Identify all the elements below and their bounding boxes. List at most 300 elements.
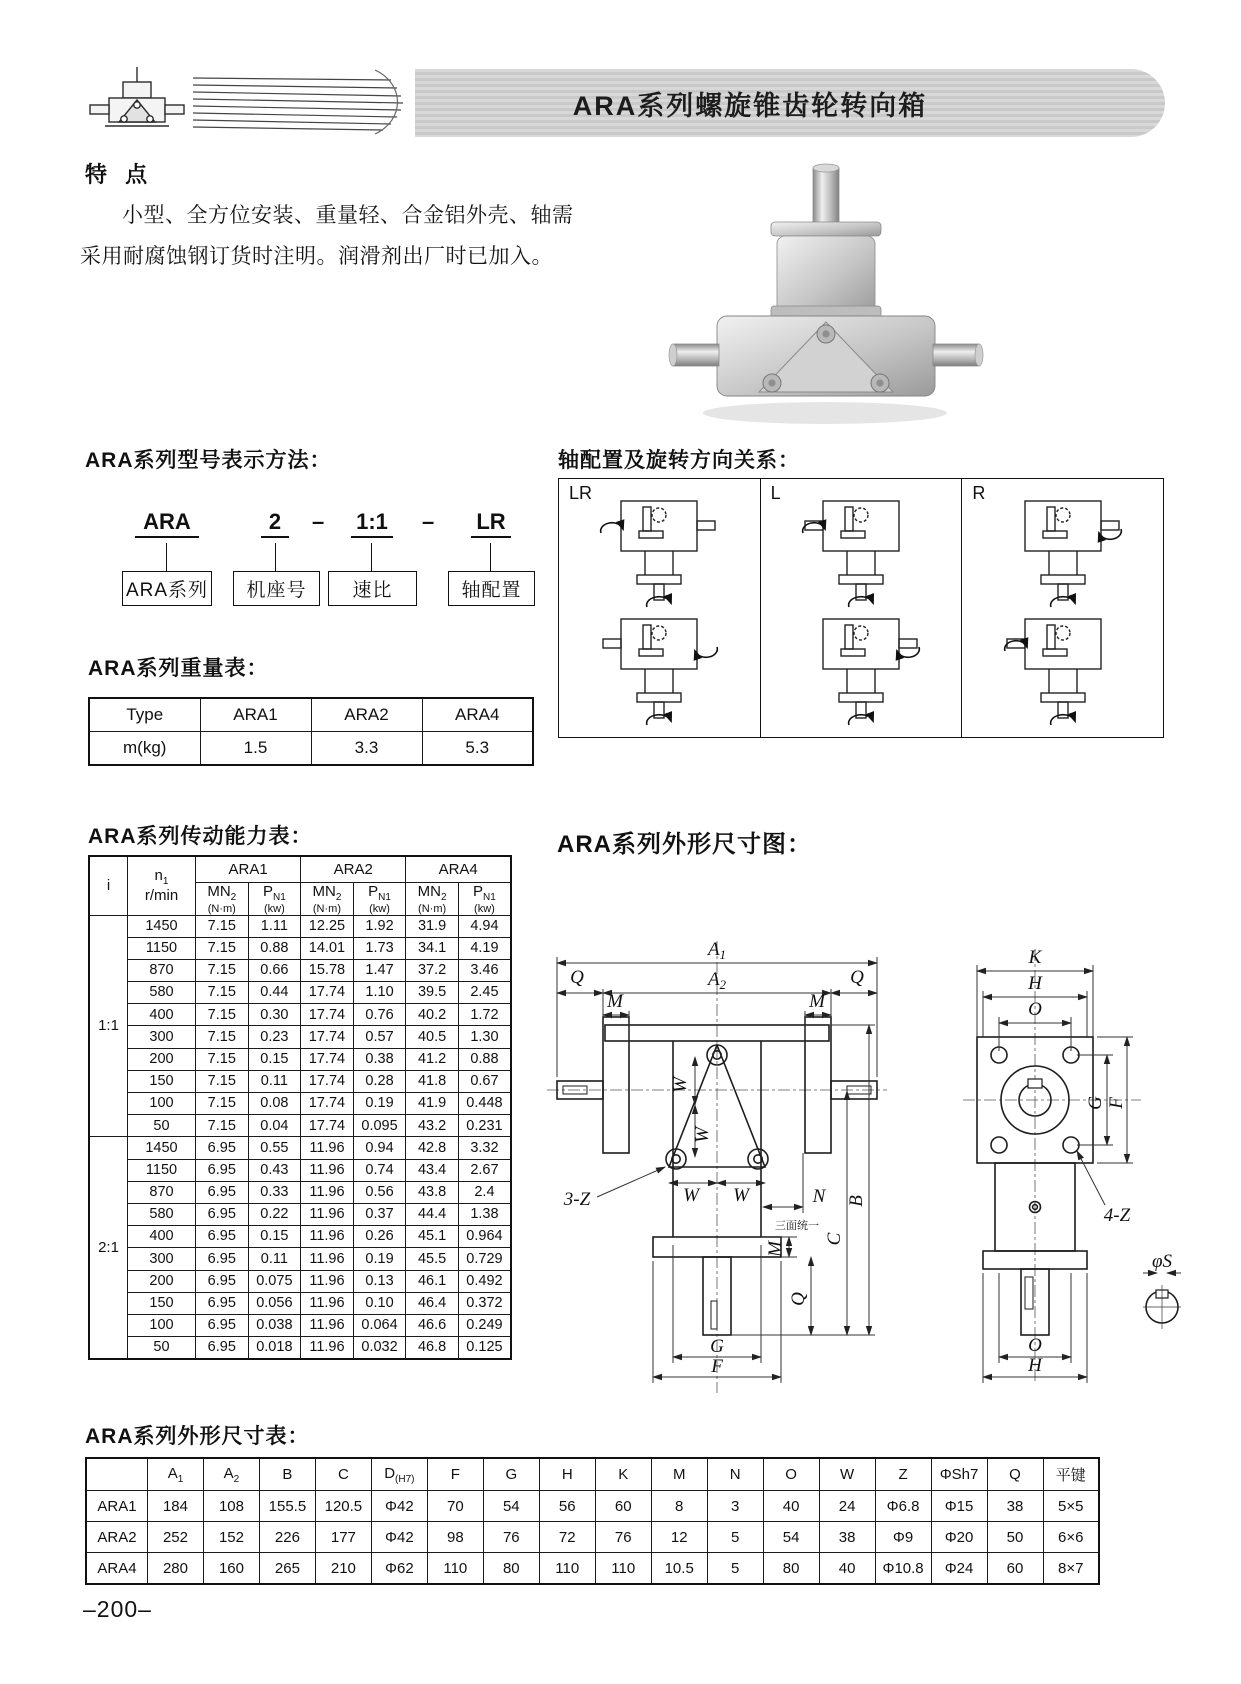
capacity-cell: 0.372 [458, 1292, 511, 1314]
dimension-cell: 108 [203, 1491, 259, 1522]
dimension-cell: 8 [651, 1491, 707, 1522]
capacity-cell: 6.95 [196, 1181, 249, 1203]
dimension-header-cell: $A_2$ [203, 1458, 259, 1491]
model-label-shaft: 轴配置 [448, 571, 535, 606]
dim-label-3z: 3-Z [563, 1189, 591, 1210]
capacity-cell: 0.66 [248, 959, 301, 981]
dimension-header-cell: Z [875, 1458, 931, 1491]
capacity-cell: 100 [128, 1093, 196, 1115]
capacity-cell: 0.22 [248, 1203, 301, 1225]
capacity-cell: 11.96 [301, 1203, 354, 1225]
dimension-cell: 54 [763, 1522, 819, 1553]
dimension-cell: 5×5 [1043, 1491, 1099, 1522]
capacity-cell: 0.23 [248, 1026, 301, 1048]
dimension-cell: 252 [148, 1522, 204, 1553]
shaft-config-cell-l [761, 479, 963, 737]
group-header-ara4: ARA4 [406, 856, 511, 883]
capacity-row [89, 1292, 511, 1314]
capacity-cell: 1.38 [458, 1203, 511, 1225]
capacity-cell: 17.74 [301, 1004, 354, 1026]
dimension-cell: 155.5 [259, 1491, 315, 1522]
dim-label-phis: φS [1151, 1251, 1173, 1272]
capacity-cell: 17.74 [301, 1093, 354, 1115]
dimension-cell: 177 [315, 1522, 371, 1553]
capacity-cell: 7.15 [196, 1004, 249, 1026]
capacity-cell: 31.9 [406, 915, 459, 937]
dimension-header-cell: O [763, 1458, 819, 1491]
weight-cell: ARA4 [422, 698, 533, 732]
capacity-cell: 11.96 [301, 1181, 354, 1203]
dimension-cell: 38 [819, 1522, 875, 1553]
banner-logo [75, 64, 415, 142]
dimension-cell: 12 [651, 1522, 707, 1553]
gearbox-diagram [594, 493, 724, 611]
dimension-header-cell: Q [987, 1458, 1043, 1491]
capacity-cell: 17.74 [301, 1048, 354, 1070]
dimension-header-cell: H [539, 1458, 595, 1491]
dimension-header-cell: N [707, 1458, 763, 1491]
dimension-header-cell [86, 1458, 148, 1491]
capacity-cell: 7.15 [196, 982, 249, 1004]
dimension-cell: ARA1 [86, 1491, 148, 1522]
dim-label-q: Q [570, 967, 584, 988]
capacity-row [89, 1226, 511, 1248]
capacity-cell: 11.96 [301, 1248, 354, 1270]
capacity-cell: 7.15 [196, 1093, 249, 1115]
dimension-cell: 50 [987, 1522, 1043, 1553]
dimension-cell: 210 [315, 1553, 371, 1585]
capacity-cell: 12.25 [301, 915, 354, 937]
capacity-cell: 14.01 [301, 937, 354, 959]
dimension-cell: Φ15 [931, 1491, 987, 1522]
page-banner [75, 64, 1165, 142]
capacity-row [89, 1070, 511, 1092]
group-header-ara2: ARA2 [301, 856, 406, 883]
capacity-cell: 0.075 [248, 1270, 301, 1292]
capacity-cell: 17.74 [301, 1115, 354, 1137]
model-code-ratio: 1:1 [351, 509, 393, 538]
capacity-cell: 40.5 [406, 1026, 459, 1048]
dimension-table [85, 1457, 1100, 1585]
capacity-cell: 1.30 [458, 1026, 511, 1048]
weight-table-heading: ARA系列重量表： [88, 657, 269, 680]
capacity-cell: 7.15 [196, 1048, 249, 1070]
capacity-cell: 7.15 [196, 937, 249, 959]
dimension-cell: 280 [148, 1553, 204, 1585]
dim-label-m: M [809, 991, 825, 1012]
dim-label-a1: $A_1$ [707, 939, 727, 962]
dimension-cell: 54 [483, 1491, 539, 1522]
capacity-cell: 46.4 [406, 1292, 459, 1314]
gearbox-diagram [796, 611, 926, 729]
dimension-cell: 70 [427, 1491, 483, 1522]
dimension-header-cell: 平键 [1043, 1458, 1099, 1491]
capacity-cell: 0.43 [248, 1159, 301, 1181]
dimension-cell: Φ9 [875, 1522, 931, 1553]
col-header-i: i [89, 856, 128, 915]
weight-row [89, 698, 533, 732]
capacity-cell: 200 [128, 1048, 196, 1070]
features-body: 小型、全方位安装、重量轻、合金铝外壳、轴需采用耐腐蚀钢订货时注明。润滑剂出厂时已加入。 [80, 204, 574, 268]
dim-label-f: F [711, 1356, 723, 1377]
variant-label: R [972, 483, 986, 503]
dim-label-w: W [692, 1127, 713, 1143]
capacity-row [89, 959, 511, 981]
variant-label: L [770, 483, 781, 503]
weight-cell: 1.5 [200, 732, 311, 766]
capacity-cell: 0.26 [353, 1226, 406, 1248]
dimension-cell: 184 [148, 1491, 204, 1522]
gearbox-diagram [796, 493, 926, 611]
dim-label-a2: $A_2$ [707, 969, 727, 992]
dimension-row [86, 1491, 1099, 1522]
gearbox-diagram [998, 611, 1128, 729]
capacity-cell: 150 [128, 1292, 196, 1314]
capacity-cell: 0.37 [353, 1203, 406, 1225]
capacity-cell: 0.038 [248, 1314, 301, 1336]
capacity-cell: 37.2 [406, 959, 459, 981]
dimension-row [86, 1522, 1099, 1553]
capacity-cell: 1.73 [353, 937, 406, 959]
capacity-cell: 46.8 [406, 1337, 459, 1360]
drawing-heading: ARA系列外形尺寸图： [557, 831, 812, 858]
dimension-header-cell: $D_{(H7)}$ [371, 1458, 427, 1491]
dimension-cell: 160 [203, 1553, 259, 1585]
dimension-header-cell: B [259, 1458, 315, 1491]
dimension-cell: 110 [539, 1553, 595, 1585]
dim-label-h: H [1028, 1355, 1042, 1376]
dimension-cell: 72 [539, 1522, 595, 1553]
capacity-cell: 4.19 [458, 937, 511, 959]
weight-table [88, 697, 534, 766]
dim-label-w: W [683, 1185, 699, 1206]
dimension-cell: 40 [763, 1491, 819, 1522]
sub-header-pn1: $P_{N1}$ (kw) [458, 883, 511, 916]
gearbox-diagram [998, 493, 1128, 611]
sub-header-mn2: $MN_2$ (N·m) [196, 883, 249, 916]
capacity-cell: 17.74 [301, 1026, 354, 1048]
capacity-cell: 0.88 [458, 1048, 511, 1070]
model-designation-diagram [75, 495, 555, 615]
dimension-cell: Φ10.8 [875, 1553, 931, 1585]
capacity-cell: 0.448 [458, 1093, 511, 1115]
dimension-cell: ARA4 [86, 1553, 148, 1585]
dim-label-4z: 4-Z [1103, 1205, 1131, 1226]
product-photo [665, 158, 985, 430]
capacity-cell: 300 [128, 1026, 196, 1048]
capacity-row [89, 1115, 511, 1137]
dimension-header-row [86, 1458, 1099, 1491]
capacity-cell: 0.10 [353, 1292, 406, 1314]
dim-label-g: G [710, 1336, 724, 1357]
capacity-cell: 43.4 [406, 1159, 459, 1181]
dimension-cell: 110 [427, 1553, 483, 1585]
capacity-cell: 580 [128, 982, 196, 1004]
side-view [977, 1037, 1178, 1335]
capacity-cell: 11.96 [301, 1159, 354, 1181]
sub-header-pn1: $P_{N1}$ (kw) [353, 883, 406, 916]
dim-label-c: C [824, 1232, 845, 1246]
capacity-cell: 45.1 [406, 1226, 459, 1248]
ratio-cell: 2:1 [89, 1137, 128, 1359]
capacity-cell: 7.15 [196, 959, 249, 981]
dimension-cell: 110 [595, 1553, 651, 1585]
dimension-cell: 24 [819, 1491, 875, 1522]
dimension-cell: Φ42 [371, 1491, 427, 1522]
capacity-cell: 1.92 [353, 915, 406, 937]
capacity-cell: 1.47 [353, 959, 406, 981]
capacity-cell: 11.96 [301, 1314, 354, 1336]
sub-header-mn2: $MN_2$ (N·m) [406, 883, 459, 916]
capacity-cell: 3.32 [458, 1137, 511, 1159]
capacity-cell: 870 [128, 959, 196, 981]
dim-label-k: K [1028, 947, 1042, 968]
capacity-cell: 1150 [128, 1159, 196, 1181]
capacity-cell: 7.15 [196, 1070, 249, 1092]
capacity-cell: 1.10 [353, 982, 406, 1004]
variant-label: LR [569, 483, 593, 503]
capacity-cell: 11.96 [301, 1226, 354, 1248]
capacity-cell: 42.8 [406, 1137, 459, 1159]
capacity-cell: 0.249 [458, 1314, 511, 1336]
capacity-row [89, 1248, 511, 1270]
weight-cell: 3.3 [311, 732, 422, 766]
capacity-cell: 34.1 [406, 937, 459, 959]
capacity-cell: 0.095 [353, 1115, 406, 1137]
capacity-cell: 0.11 [248, 1070, 301, 1092]
dimension-cell: 76 [595, 1522, 651, 1553]
capacity-cell: 0.88 [248, 937, 301, 959]
dimension-cell: Φ42 [371, 1522, 427, 1553]
capacity-cell: 7.15 [196, 1115, 249, 1137]
capacity-cell: 11.96 [301, 1137, 354, 1159]
capacity-cell: 0.28 [353, 1070, 406, 1092]
model-code-series: ARA [135, 509, 199, 538]
dimension-header-cell: F [427, 1458, 483, 1491]
capacity-cell: 0.04 [248, 1115, 301, 1137]
gearbox-logo-icon [75, 64, 415, 142]
capacity-cell: 0.44 [248, 982, 301, 1004]
dimension-cell: 38 [987, 1491, 1043, 1522]
dim-label-o: O [1028, 999, 1042, 1020]
capacity-cell: 0.15 [248, 1048, 301, 1070]
capacity-cell: 1.11 [248, 915, 301, 937]
capacity-row [89, 1314, 511, 1336]
dimension-cell: 5 [707, 1553, 763, 1585]
capacity-cell: 0.11 [248, 1248, 301, 1270]
capacity-cell: 0.064 [353, 1314, 406, 1336]
capacity-cell: 39.5 [406, 982, 459, 1004]
model-label-frame: 机座号 [233, 571, 320, 606]
capacity-cell: 150 [128, 1070, 196, 1092]
model-designation-heading: ARA系列型号表示方法： [85, 449, 332, 472]
capacity-cell: 45.5 [406, 1248, 459, 1270]
capacity-cell: 6.95 [196, 1159, 249, 1181]
dim-label-g: G [1085, 1096, 1106, 1110]
dimension-cell: 56 [539, 1491, 595, 1522]
dimension-cell: 6×6 [1043, 1522, 1099, 1553]
capacity-cell: 0.018 [248, 1337, 301, 1360]
shaft-config-heading: 轴配置及旋转方向关系： [558, 449, 800, 472]
capacity-cell: 1.72 [458, 1004, 511, 1026]
capacity-cell: 11.96 [301, 1270, 354, 1292]
dimension-header-cell: M [651, 1458, 707, 1491]
dimension-table-heading: ARA系列外形尺寸表： [85, 1425, 310, 1448]
capacity-cell: 40.2 [406, 1004, 459, 1026]
capacity-table-heading: ARA系列传动能力表： [88, 825, 313, 848]
dimension-cell: 120.5 [315, 1491, 371, 1522]
capacity-cell: 1450 [128, 1137, 196, 1159]
capacity-cell: 46.1 [406, 1270, 459, 1292]
drawing-note: 三面统一 [775, 1220, 819, 1232]
capacity-row [89, 1137, 511, 1159]
col-header-n1: $n_1$ r/min [128, 856, 196, 915]
capacity-cell: 50 [128, 1115, 196, 1137]
dim-label-m: M [607, 991, 623, 1012]
dimension-drawing [545, 905, 1195, 1405]
capacity-cell: 0.30 [248, 1004, 301, 1026]
model-code-shaft: LR [471, 509, 511, 538]
dim-label-q: Q [850, 967, 864, 988]
capacity-cell: 0.94 [353, 1137, 406, 1159]
capacity-cell: 2.4 [458, 1181, 511, 1203]
features-heading: 特 点 [85, 162, 154, 187]
capacity-cell: 46.6 [406, 1314, 459, 1336]
group-header-ara1: ARA1 [196, 856, 301, 883]
capacity-cell: 6.95 [196, 1292, 249, 1314]
capacity-cell: 11.96 [301, 1292, 354, 1314]
capacity-cell: 0.19 [353, 1248, 406, 1270]
capacity-cell: 44.4 [406, 1203, 459, 1225]
shaft-config-panel [558, 478, 1164, 738]
dim-label-q: Q [788, 1292, 809, 1306]
capacity-cell: 0.38 [353, 1048, 406, 1070]
capacity-row [89, 1203, 511, 1225]
page-number: –200– [83, 1596, 152, 1622]
capacity-cell: 43.8 [406, 1181, 459, 1203]
capacity-cell: 0.33 [248, 1181, 301, 1203]
capacity-cell: 2.67 [458, 1159, 511, 1181]
dim-label-h: H [1028, 973, 1042, 994]
capacity-row [89, 915, 511, 937]
capacity-cell: 17.74 [301, 982, 354, 1004]
capacity-cell: 0.492 [458, 1270, 511, 1292]
capacity-cell: 41.2 [406, 1048, 459, 1070]
capacity-cell: 4.94 [458, 915, 511, 937]
capacity-cell: 400 [128, 1004, 196, 1026]
capacity-table [88, 855, 512, 1360]
capacity-cell: 6.95 [196, 1226, 249, 1248]
dim-label-w: W [670, 1077, 691, 1093]
capacity-cell: 6.95 [196, 1337, 249, 1360]
weight-row [89, 732, 533, 766]
dimension-row [86, 1553, 1099, 1585]
capacity-cell: 3.46 [458, 959, 511, 981]
dimension-cell: 226 [259, 1522, 315, 1553]
model-label-ratio: 速比 [328, 571, 417, 606]
capacity-row [89, 1048, 511, 1070]
capacity-row [89, 1270, 511, 1292]
capacity-row [89, 1159, 511, 1181]
capacity-cell: 7.15 [196, 1026, 249, 1048]
dimension-header-cell: $A_1$ [148, 1458, 204, 1491]
dimension-cell: Φ6.8 [875, 1491, 931, 1522]
capacity-cell: 0.231 [458, 1115, 511, 1137]
capacity-cell: 0.67 [458, 1070, 511, 1092]
dimension-cell: 265 [259, 1553, 315, 1585]
capacity-cell: 15.78 [301, 959, 354, 981]
dimension-cell: 8×7 [1043, 1553, 1099, 1585]
capacity-cell: 1150 [128, 937, 196, 959]
dimension-header-cell: K [595, 1458, 651, 1491]
dimension-cell: 98 [427, 1522, 483, 1553]
capacity-row [89, 982, 511, 1004]
capacity-cell: 7.15 [196, 915, 249, 937]
weight-cell: ARA2 [311, 698, 422, 732]
shaft-config-cell-lr [559, 479, 761, 737]
dimension-cell: 60 [987, 1553, 1043, 1585]
dimension-cell: 76 [483, 1522, 539, 1553]
capacity-cell: 100 [128, 1314, 196, 1336]
capacity-cell: 400 [128, 1226, 196, 1248]
capacity-cell: 0.729 [458, 1248, 511, 1270]
capacity-cell: 1450 [128, 915, 196, 937]
capacity-row [89, 1026, 511, 1048]
dimension-cell: 60 [595, 1491, 651, 1522]
capacity-cell: 6.95 [196, 1314, 249, 1336]
sub-header-pn1: $P_{N1}$ (kw) [248, 883, 301, 916]
dimension-header-cell: C [315, 1458, 371, 1491]
weight-cell: m(kg) [89, 732, 200, 766]
dimension-cell: 5 [707, 1522, 763, 1553]
capacity-cell: 6.95 [196, 1203, 249, 1225]
ratio-cell: 1:1 [89, 915, 128, 1137]
capacity-cell: 6.95 [196, 1270, 249, 1292]
gearbox-diagram [594, 611, 724, 729]
dimension-header-cell: ΦSh7 [931, 1458, 987, 1491]
capacity-cell: 17.74 [301, 1070, 354, 1092]
capacity-cell: 0.08 [248, 1093, 301, 1115]
capacity-cell: 43.2 [406, 1115, 459, 1137]
capacity-cell: 0.57 [353, 1026, 406, 1048]
shaft-config-cell-r [962, 479, 1163, 737]
capacity-cell: 0.74 [353, 1159, 406, 1181]
dimension-cell: 40 [819, 1553, 875, 1585]
capacity-row [89, 1093, 511, 1115]
capacity-cell: 580 [128, 1203, 196, 1225]
dimension-cell: 80 [763, 1553, 819, 1585]
dimension-cell: Φ20 [931, 1522, 987, 1553]
capacity-cell: 0.125 [458, 1337, 511, 1360]
capacity-cell: 0.55 [248, 1137, 301, 1159]
dimension-cell: 80 [483, 1553, 539, 1585]
dimension-header-cell: W [819, 1458, 875, 1491]
weight-cell: 5.3 [422, 732, 533, 766]
capacity-cell: 0.964 [458, 1226, 511, 1248]
capacity-cell: 200 [128, 1270, 196, 1292]
weight-cell: Type [89, 698, 200, 732]
capacity-cell: 0.13 [353, 1270, 406, 1292]
page-title: ARA系列螺旋锥齿轮转向箱 [572, 90, 928, 121]
capacity-row [89, 937, 511, 959]
capacity-cell: 41.9 [406, 1093, 459, 1115]
capacity-cell: 41.8 [406, 1070, 459, 1092]
dim-label-o: O [1028, 1335, 1042, 1356]
model-label-series: ARA系列 [122, 571, 212, 606]
model-code-size: 2 [261, 509, 289, 538]
capacity-cell: 0.76 [353, 1004, 406, 1026]
dimension-cell: ARA2 [86, 1522, 148, 1553]
